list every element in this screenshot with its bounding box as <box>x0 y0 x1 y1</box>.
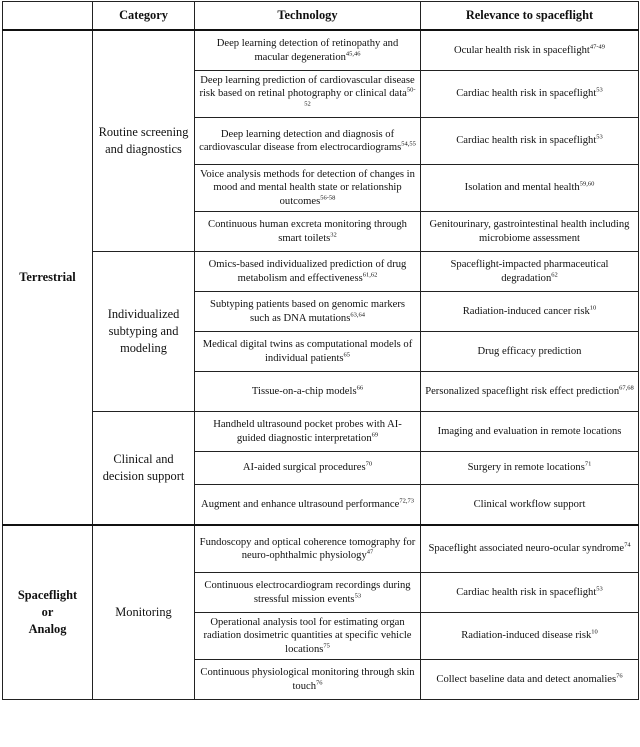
technology-cell: Operational analysis tool for estimating organ radiation dosimetric quantities at specific vehicle locations$^{75}$ <box>195 613 421 660</box>
technology-cell: Subtyping patients based on genomic markers such as DNA mutations$^{63,64}$ <box>195 292 421 332</box>
category-routine-screening: Routine screening and diagnostics <box>93 30 195 252</box>
technology-cell: Fundoscopy and optical coherence tomography for neuro-ophthalmic physiology$^{47}$ <box>195 525 421 573</box>
spaceflight-ai-table <box>2 1 639 700</box>
technology-cell: Deep learning prediction of cardiovascular disease risk based on retinal photography or clinical data$^{50-52}$ <box>195 71 421 118</box>
relevance-cell: Genitourinary, gastrointestinal health including microbiome assessment <box>421 212 639 252</box>
technology-cell: Continuous human excreta monitoring through smart toilets$^{32}$ <box>195 212 421 252</box>
table-row <box>3 412 639 452</box>
technology-cell: Deep learning detection of retinopathy and macular degeneration$^{45,46}$ <box>195 30 421 71</box>
technology-cell: Augment and enhance ultrasound performance$^{72,73}$ <box>195 485 421 526</box>
relevance-cell: Imaging and evaluation in remote locations <box>421 412 639 452</box>
group-terrestrial: Terrestrial <box>3 30 93 525</box>
technology-cell: Tissue-on-a-chip models$^{66}$ <box>195 372 421 412</box>
relevance-cell: Cardiac health risk in spaceflight$^{53}$ <box>421 573 639 613</box>
relevance-cell: Drug efficacy prediction <box>421 332 639 372</box>
group-spaceflight-analog: Spaceflight or Analog <box>3 525 93 700</box>
relevance-cell: Clinical workflow support <box>421 485 639 526</box>
header-group <box>3 2 93 31</box>
relevance-cell: Spaceflight-impacted pharmaceutical degradation$^{62}$ <box>421 252 639 292</box>
table-row <box>3 30 639 71</box>
relevance-cell: Spaceflight associated neuro-ocular syndrome$^{74}$ <box>421 525 639 573</box>
header-relevance: Relevance to spaceflight <box>421 2 639 31</box>
relevance-cell: Radiation-induced cancer risk$^{10}$ <box>421 292 639 332</box>
table-row <box>3 252 639 292</box>
technology-cell: Continuous physiological monitoring through skin touch$^{76}$ <box>195 660 421 700</box>
relevance-cell: Surgery in remote locations$^{71}$ <box>421 452 639 485</box>
technology-cell: Continuous electrocardiogram recordings during stressful mission events$^{53}$ <box>195 573 421 613</box>
technology-cell: AI-aided surgical procedures$^{70}$ <box>195 452 421 485</box>
table-row <box>3 525 639 573</box>
technology-cell: Deep learning detection and diagnosis of cardiovascular disease from electrocardiograms$^{54,55}$ <box>195 118 421 165</box>
category-clinical-decision: Clinical and decision support <box>93 412 195 526</box>
relevance-cell: Cardiac health risk in spaceflight$^{53}$ <box>421 71 639 118</box>
category-monitoring: Monitoring <box>93 525 195 700</box>
relevance-cell: Ocular health risk in spaceflight$^{47-49}$ <box>421 30 639 71</box>
category-individualized: Individualized subtyping and modeling <box>93 252 195 412</box>
relevance-cell: Radiation-induced disease risk$^{10}$ <box>421 613 639 660</box>
relevance-cell: Collect baseline data and detect anomalies$^{76}$ <box>421 660 639 700</box>
header-row <box>3 2 639 31</box>
relevance-cell: Personalized spaceflight risk effect prediction$^{67,68}$ <box>421 372 639 412</box>
technology-cell: Handheld ultrasound pocket probes with AI-guided diagnostic interpretation$^{69}$ <box>195 412 421 452</box>
header-technology: Technology <box>195 2 421 31</box>
technology-cell: Omics-based individualized prediction of drug metabolism and effectiveness$^{61,62}$ <box>195 252 421 292</box>
relevance-cell: Isolation and mental health$^{59,60}$ <box>421 165 639 212</box>
technology-cell: Voice analysis methods for detection of changes in mood and mental health state or relationship outcomes$^{56-58}$ <box>195 165 421 212</box>
technology-cell: Medical digital twins as computational models of individual patients$^{65}$ <box>195 332 421 372</box>
header-category: Category <box>93 2 195 31</box>
relevance-cell: Cardiac health risk in spaceflight$^{53}$ <box>421 118 639 165</box>
